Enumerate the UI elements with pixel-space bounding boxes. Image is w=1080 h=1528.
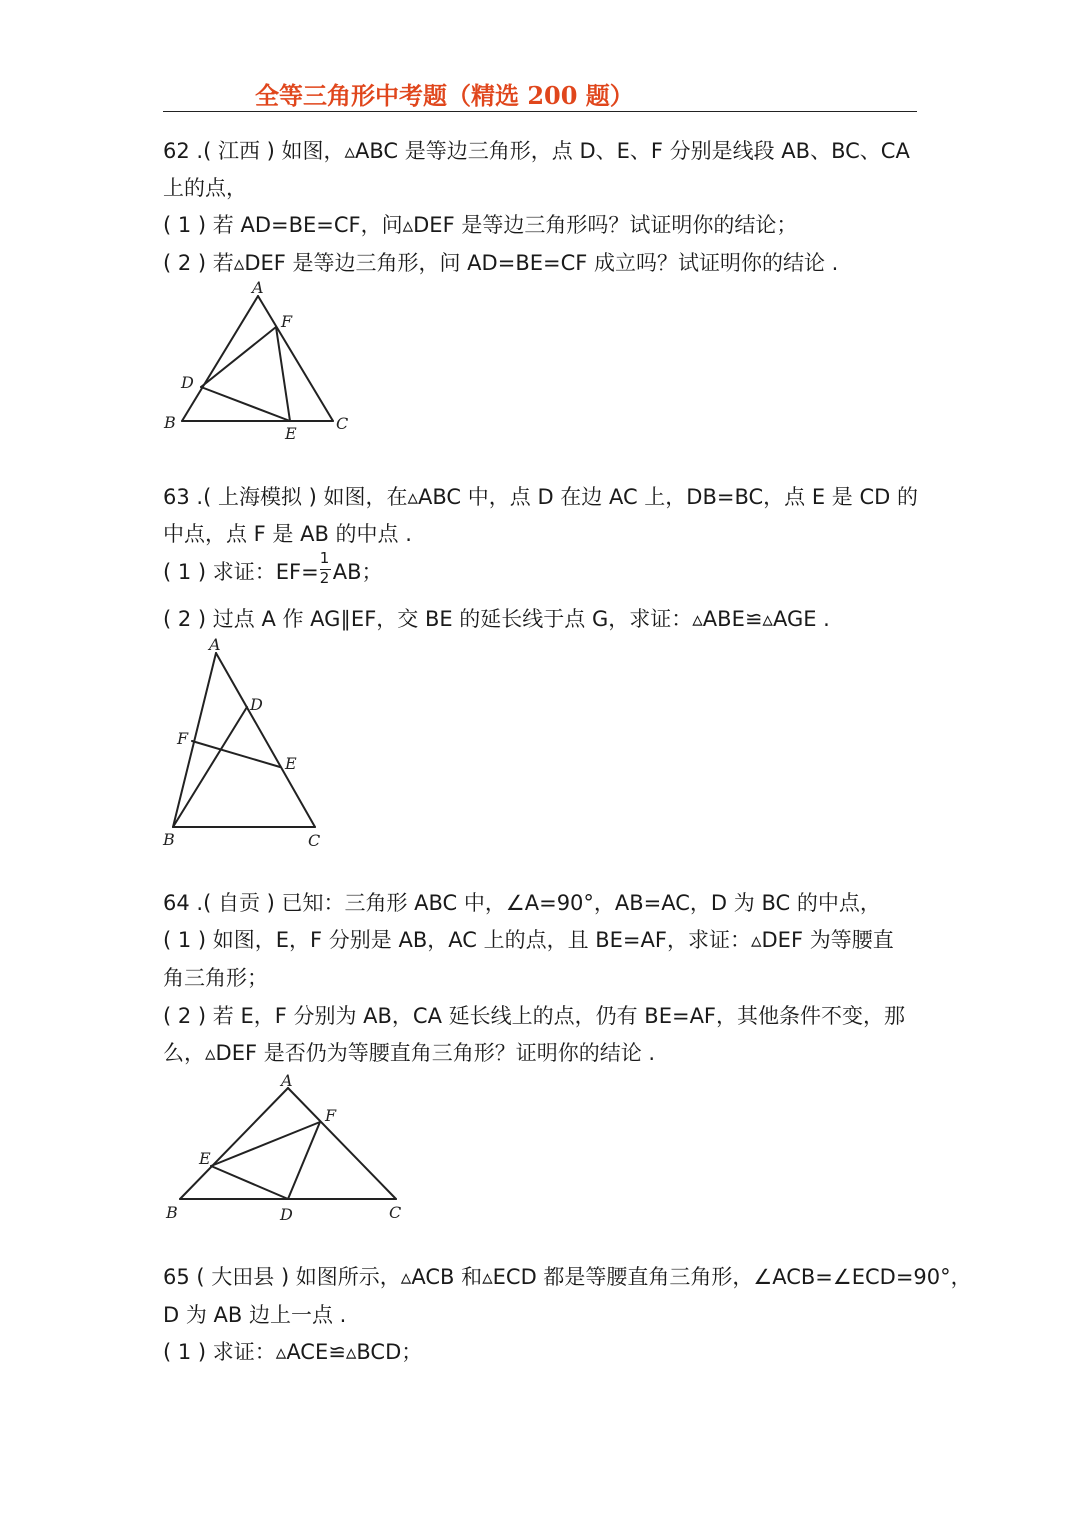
p64-segment-ed (211, 1166, 288, 1199)
p62-line-3: ( 1 ) 若 AD=BE=CF，问▵DEF 是等边三角形吗？试证明你的结论； (163, 213, 798, 237)
p63-line-4: ( 2 ) 过点 A 作 AG∥EF，交 BE 的延长线于点 G，求证：▵ABE≌▵AGE . (163, 607, 830, 631)
p63-label-a: A (209, 635, 221, 654)
p62-line-1: 62 .( 江西 ) 如图，▵ABC 是等边三角形，点 D、E、F 分别是线段 AB、BC、CA (163, 139, 910, 163)
p64-label-d: D (280, 1205, 293, 1224)
p65-line-2: D 为 AB 边上一点 . (163, 1303, 347, 1327)
p62-line-2: 上的点， (163, 176, 247, 200)
fraction-denominator: 2 (319, 569, 330, 587)
p64-label-c: C (389, 1203, 402, 1222)
p64-label-e: E (199, 1149, 211, 1168)
p63-label-e: E (285, 754, 297, 773)
p64-line-4: ( 2 ) 若 E，F 分别为 AB，CA 延长线上的点，仍有 BE=AF，其他条件不变，那 (163, 1004, 906, 1028)
p63-line-3-prefix: ( 1 ) 求证：EF= (163, 560, 319, 584)
p64-segment-ac (288, 1088, 396, 1199)
p64-line-1: 64 .( 自贡 ) 已知：三角形 ABC 中，∠A=90°，AB=AC，D 为 BC 的中点， (163, 891, 881, 915)
p64-label-f: F (325, 1106, 337, 1125)
p64-label-a: A (281, 1071, 293, 1090)
p62-label-d: D (181, 373, 194, 392)
p63-label-f: F (177, 729, 189, 748)
p64-label-b: B (166, 1203, 178, 1222)
p63-line-2: 中点，点 F 是 AB 的中点 . (163, 522, 412, 546)
p64-segment-ab (180, 1088, 288, 1199)
p62-label-a: A (252, 278, 264, 297)
page-title: 全等三角形中考题（精选 200 题） (255, 81, 634, 110)
p62-label-c: C (336, 414, 349, 433)
p63-label-b: B (163, 830, 175, 849)
p63-line-1: 63 .( 上海模拟 ) 如图，在▵ABC 中，点 D 在边 AC 上，DB=BC，点 E 是 CD 的 (163, 485, 918, 509)
p63-line-3-suffix: AB； (332, 560, 383, 584)
p62-label-e: E (285, 424, 297, 443)
p62-label-b: B (164, 413, 176, 432)
p64-line-3: 角三角形； (163, 966, 268, 990)
p64-line-5: 么，▵DEF 是否仍为等腰直角三角形？证明你的结论 . (163, 1041, 656, 1065)
p63-label-d: D (250, 695, 263, 714)
p65-line-1: 65 ( 大田县 ) 如图所示，▵ACB 和▵ECD 都是等腰直角三角形，∠ACB=∠ECD=90°， (163, 1265, 972, 1289)
p65-line-3: ( 1 ) 求证：▵ACE≌▵BCD； (163, 1340, 423, 1364)
p62-label-f: F (281, 312, 293, 331)
p63-label-c: C (308, 831, 321, 850)
p64-line-2: ( 1 ) 如图，E，F 分别是 AB，AC 上的点，且 BE=AF，求证：▵DEF 为等腰直 (163, 928, 894, 952)
fraction-numerator: 1 (319, 549, 330, 567)
p62-line-4: ( 2 ) 若▵DEF 是等边三角形，问 AD=BE=CF 成立吗？试证明你的结论 . (163, 251, 839, 275)
